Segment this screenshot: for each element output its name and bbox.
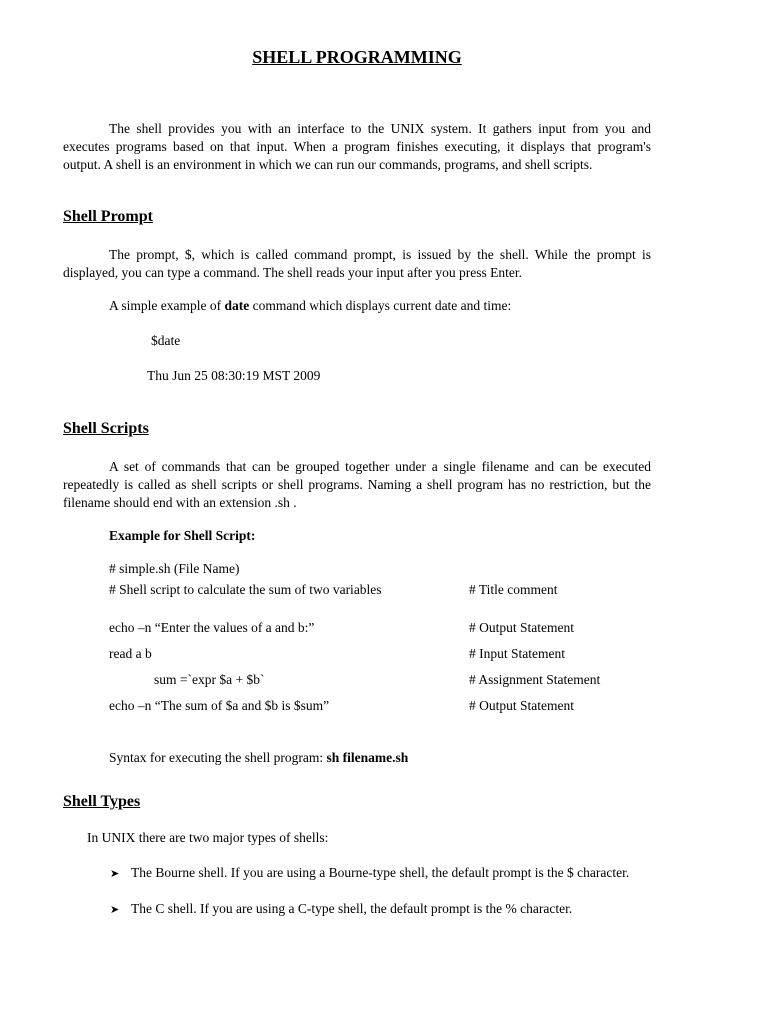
arrow-bullet-icon: ➤ <box>110 867 120 880</box>
shell-scripts-paragraph: A set of commands that can be grouped together under a single filename and can be executed repeatedly is called as shell scripts or shell programs. Naming a shell program has no restriction, but the filename should end with an extension .sh . <box>63 459 651 510</box>
date-output: Thu Jun 25 08:30:19 MST 2009 <box>147 368 321 383</box>
list-item: The C shell. If you are using a C-type shell, the default prompt is the % character. <box>131 901 573 916</box>
code-line: # simple.sh (File Name) <box>109 561 240 576</box>
syntax-command: sh filename.sh <box>326 750 409 765</box>
code-line: echo –n “Enter the values of a and b:” <box>109 620 315 635</box>
code-line: sum =`expr $a + $b` <box>154 672 265 687</box>
section-heading-shell-scripts: Shell Scripts <box>63 420 149 437</box>
date-command: $date <box>151 333 181 348</box>
code-comment: # Assignment Statement <box>469 672 601 687</box>
date-example-suffix: command which displays current date and time: <box>249 298 512 313</box>
syntax-prefix: Syntax for executing the shell program: <box>109 750 327 765</box>
section-heading-shell-types: Shell Types <box>63 793 141 810</box>
syntax-line <box>109 751 408 765</box>
date-example-prefix: A simple example of <box>109 298 225 313</box>
code-comment: # Input Statement <box>469 646 565 661</box>
code-comment: # Title comment <box>469 582 558 597</box>
list-item: The Bourne shell. If you are using a Bourne-type shell, the default prompt is the $ character. <box>131 865 630 880</box>
example-heading: Example for Shell Script: <box>109 528 256 543</box>
intro-paragraph: The shell provides you with an interface to the UNIX system. It gathers input from you and executes programs based on that input. When a program finishes executing, it displays that program's output. A shell is an environment in which we can run our commands, programs, and shell scripts. <box>63 121 651 172</box>
code-line: read a b <box>109 646 152 661</box>
code-line: echo –n “The sum of $a and $b is $sum” <box>109 698 330 713</box>
page-title: SHELL PROGRAMMING <box>252 47 462 67</box>
arrow-bullet-icon: ➤ <box>110 903 120 916</box>
date-command-keyword: date <box>224 298 250 313</box>
shell-types-intro: In UNIX there are two major types of shells: <box>87 830 329 845</box>
date-example-sentence <box>109 299 511 313</box>
code-comment: # Output Statement <box>469 620 574 635</box>
section-heading-shell-prompt: Shell Prompt <box>63 208 153 225</box>
shell-prompt-paragraph: The prompt, $, which is called command prompt, is issued by the shell. While the prompt is displayed, you can type a command. The shell reads your input after you press Enter. <box>63 247 651 280</box>
code-comment: # Output Statement <box>469 698 574 713</box>
code-line: # Shell script to calculate the sum of two variables <box>109 582 382 597</box>
